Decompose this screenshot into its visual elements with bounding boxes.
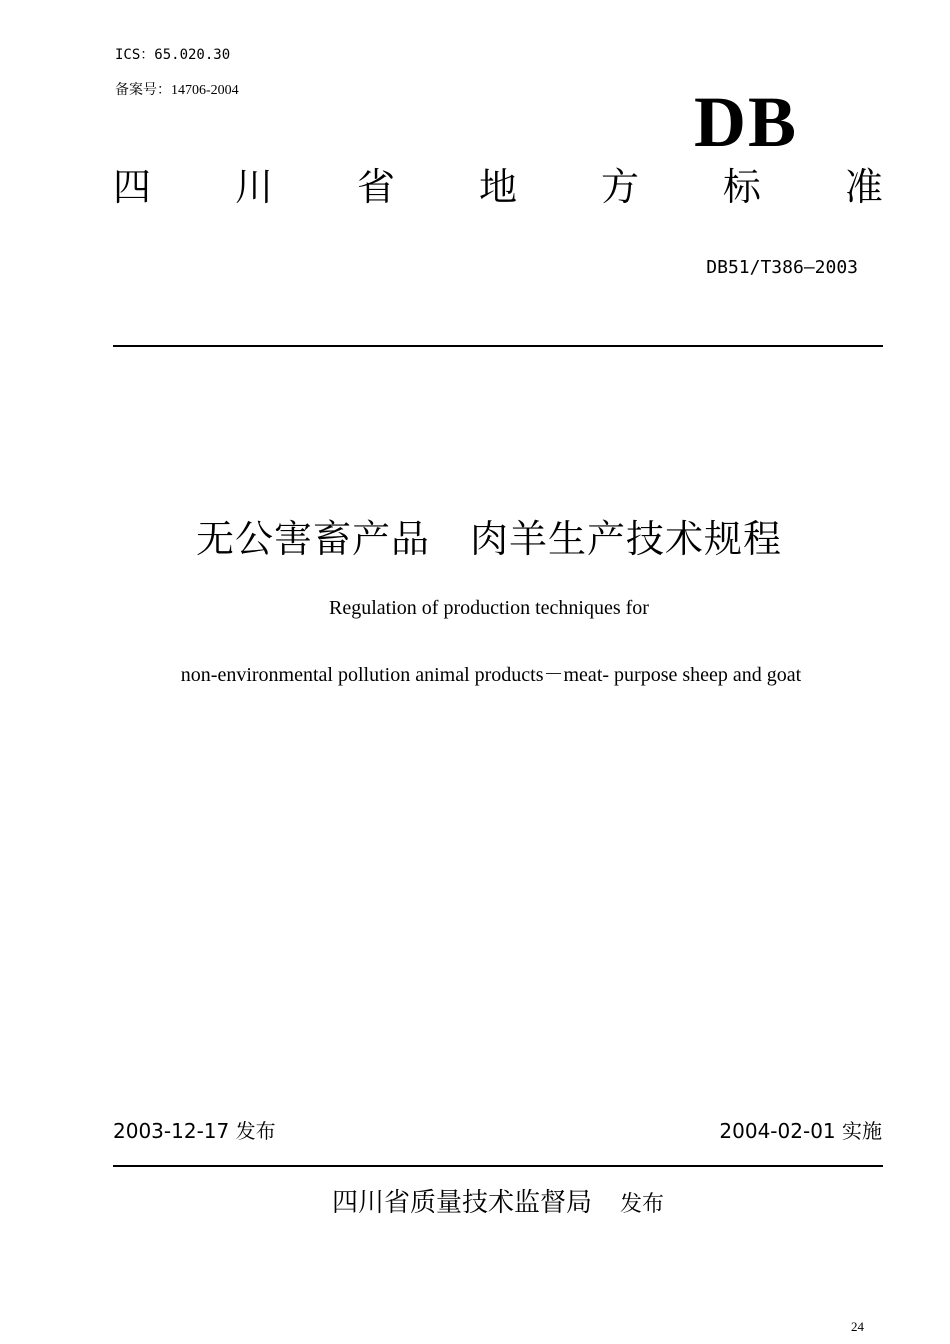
standard-title-char: 省 [356, 165, 395, 209]
filing-value: 14706-2004 [171, 83, 239, 98]
standard-title-char: 地 [478, 165, 517, 209]
issuing-authority [0, 1182, 950, 1219]
title-zh-part2: 肉羊生产技术规程 [470, 517, 783, 561]
issuer-name: 四川省质量技术监督局 [331, 1188, 592, 1218]
issue-date: 2003-12-17 发布 [113, 1119, 276, 1143]
standard-category-title [113, 165, 883, 211]
standard-title-char: 方 [600, 165, 639, 209]
issuer-verb: 发布 [620, 1192, 665, 1217]
ics-code: ICS：65.020.30 [115, 47, 231, 63]
title-zh-part1: 无公害畜产品 [195, 517, 430, 561]
db-mark: DB [694, 82, 799, 162]
document-title-en-line1: Regulation of production techniques for [329, 597, 649, 619]
filing-number [115, 79, 239, 99]
page-number: 24 [851, 1319, 864, 1334]
standard-title-char: 四 [113, 165, 152, 209]
implementation-date: 2004-02-01 实施 [719, 1119, 882, 1143]
standard-title-char: 川 [234, 165, 273, 209]
document-title-en-line2: non-environmental pollution animal products－meat- purpose sheep and goat [180, 664, 802, 686]
standard-title-char: 标 [722, 165, 761, 209]
filing-label: 备案号： [115, 82, 171, 98]
document-title-zh [0, 508, 950, 563]
standard-code: DB51/T386—2003 [706, 257, 858, 278]
top-divider [113, 345, 883, 347]
standard-title-char: 准 [844, 165, 883, 209]
bottom-divider [113, 1165, 883, 1167]
